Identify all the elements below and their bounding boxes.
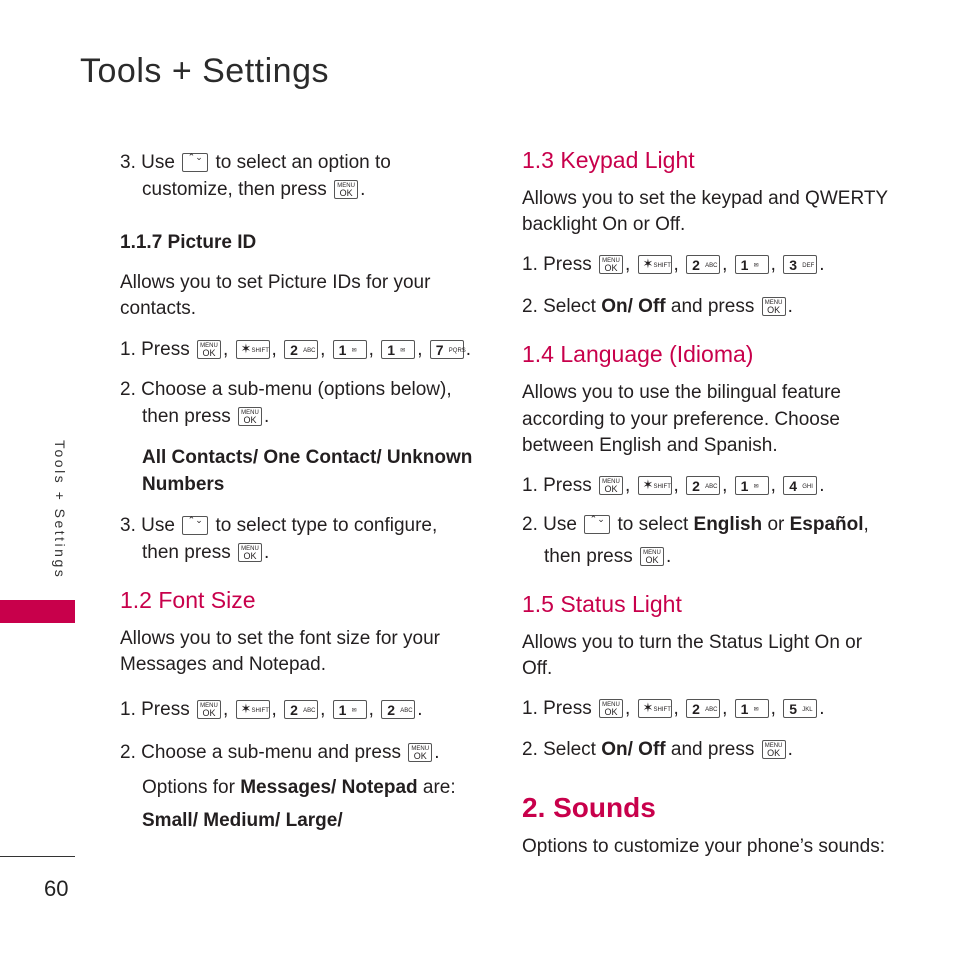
font-size-desc-2: Messages and Notepad. — [120, 654, 326, 675]
options-bold: Messages/ Notepad — [240, 777, 418, 798]
keypad-desc-1: Allows you to set the keypad and QWERTY — [522, 188, 889, 209]
step-text: 2. Select — [522, 296, 596, 317]
star-shift-key-icon: ✶ SHIFT — [638, 699, 672, 718]
font-size-choose: 2. Choose a sub-menu and press MENU OK . — [120, 742, 440, 763]
key-5-icon: 5 JKL — [783, 699, 817, 718]
menu-ok-key-icon: MENU OK — [238, 543, 262, 562]
section-tab-marker — [0, 600, 75, 623]
option-english: English — [693, 514, 763, 535]
step-text: 2. Select — [522, 739, 596, 760]
side-label-text: Tools + Settings — [52, 440, 68, 580]
step-text: customize, then press — [142, 179, 327, 200]
picture-id-press-sequence: 1. Press MENU OK , ✶ SHIFT , 2 ABC , 1 ✉ , 1 ✉ , 7 PQRS . — [120, 339, 472, 360]
step-text: 1. Press — [120, 699, 190, 720]
step-text: 2. Choose a sub-menu and press — [120, 742, 401, 763]
menu-ok-key-icon: MENU OK — [640, 547, 664, 566]
menu-ok-key-icon: MENU OK — [197, 340, 221, 359]
key-2-icon: 2 ABC — [686, 476, 720, 495]
key-4-icon: 4 GHI — [783, 476, 817, 495]
key-1-icon: 1 ✉ — [333, 340, 367, 359]
status-press-sequence: 1. Press MENU OK , ✶ SHIFT , 2 ABC , 1 ✉ , 5 JKL . — [522, 698, 825, 719]
option-espanol: Español — [789, 514, 864, 535]
step-text: or — [767, 514, 785, 535]
picture-id-desc-2: contacts. — [120, 298, 197, 319]
font-size-options — [142, 775, 456, 801]
star-shift-key-icon: ✶ SHIFT — [236, 700, 270, 719]
menu-ok-key-icon: MENU OK — [197, 700, 221, 719]
step-text: Options for — [142, 777, 235, 798]
menu-ok-key-icon: MENU OK — [408, 743, 432, 762]
menu-ok-key-icon: MENU OK — [599, 476, 623, 495]
font-size-press-sequence: 1. Press MENU OK , ✶ SHIFT , 2 ABC , 1 ✉ , 2 ABC . — [120, 699, 423, 720]
font-size-heading: 1.2 Font Size — [120, 587, 256, 613]
language-heading: 1.4 Language (Idioma) — [522, 341, 754, 367]
page-number: 60 — [44, 876, 69, 901]
step-text: 2. Use — [522, 514, 577, 535]
language-then-press: then press MENU OK . — [544, 546, 672, 567]
keypad-light-heading: 1.3 Keypad Light — [522, 147, 695, 173]
key-2-icon: 2 ABC — [284, 700, 318, 719]
step-text: to select — [617, 514, 689, 535]
status-desc-1: Allows you to turn the Status Light On or — [522, 632, 863, 653]
step3a-line1 — [120, 150, 391, 176]
step-text: 3. Use — [120, 515, 175, 536]
step-text: then press — [544, 546, 633, 567]
step-text: and press — [670, 739, 755, 760]
step-text: 3. Use — [120, 152, 175, 173]
sounds-desc: Options to customize your phone’s sounds: — [522, 836, 885, 857]
step-text: 1. Press — [522, 254, 592, 275]
status-desc-2: Off. — [522, 658, 553, 679]
sounds-heading: 2. Sounds — [522, 792, 656, 823]
star-shift-key-icon: ✶ SHIFT — [638, 476, 672, 495]
key-7-icon: 7 PQRS — [430, 340, 464, 359]
page-title: Tools + Settings — [80, 52, 329, 90]
language-press-sequence: 1. Press MENU OK , ✶ SHIFT , 2 ABC , 1 ✉ , 4 GHI . — [522, 475, 825, 496]
key-2-icon: 2 ABC — [686, 699, 720, 718]
keypad-select: 2. Select On/ Off and press MENU OK . — [522, 296, 793, 317]
step-text: to select an option to — [215, 152, 391, 173]
step-text: 1. Press — [522, 475, 592, 496]
keypad-press-sequence: 1. Press MENU OK , ✶ SHIFT , 2 ABC , 1 ✉ , 3 DEF . — [522, 254, 825, 275]
step3b-line1 — [120, 513, 437, 539]
step-text: and press — [670, 296, 755, 317]
language-desc-3: between English and Spanish. — [522, 435, 778, 456]
choose-line-1: 2. Choose a sub-menu (options below), — [120, 379, 452, 400]
step-text: are: — [422, 777, 456, 798]
font-size-values: Small/ Medium/ Large/ — [142, 810, 343, 831]
step-text: then press — [142, 406, 231, 427]
option-bold: On/ Off — [601, 739, 666, 760]
picture-id-desc-1: Allows you to set Picture IDs for your — [120, 272, 431, 293]
key-2-icon: 2 ABC — [381, 700, 415, 719]
side-label — [48, 440, 70, 600]
menu-ok-key-icon: MENU OK — [238, 407, 262, 426]
option-bold: On/ Off — [601, 296, 666, 317]
menu-ok-key-icon: MENU OK — [599, 699, 623, 718]
nav-key-icon: ⌃⌄ — [182, 516, 208, 535]
star-shift-key-icon: ✶ SHIFT — [236, 340, 270, 359]
key-2-icon: 2 ABC — [686, 255, 720, 274]
keypad-desc-2: backlight On or Off. — [522, 214, 686, 235]
key-1-icon: 1 ✉ — [381, 340, 415, 359]
picture-id-options-1: All Contacts/ One Contact/ Unknown — [142, 447, 473, 468]
font-size-desc-1: Allows you to set the font size for your — [120, 628, 440, 649]
star-shift-key-icon: ✶ SHIFT — [638, 255, 672, 274]
menu-ok-key-icon: MENU OK — [762, 297, 786, 316]
choose-line-2: then press MENU OK . — [142, 406, 270, 427]
step-text: 1. Press — [522, 698, 592, 719]
language-use-line: 2. Use ⌃⌄ to select English or Español, — [522, 514, 869, 535]
menu-ok-key-icon: MENU OK — [762, 740, 786, 759]
nav-key-icon: ⌃⌄ — [584, 515, 610, 534]
step-text: to select type to configure, — [215, 515, 438, 536]
status-light-heading: 1.5 Status Light — [522, 591, 682, 617]
language-desc-2: according to your preference. Choose — [522, 409, 840, 430]
picture-id-heading: 1.1.7 Picture ID — [120, 232, 257, 253]
step3b-line2: then press MENU OK . — [142, 542, 270, 563]
menu-ok-key-icon: MENU OK — [334, 180, 358, 199]
key-2-icon: 2 ABC — [284, 340, 318, 359]
key-1-icon: 1 ✉ — [735, 255, 769, 274]
picture-id-options-2: Numbers — [142, 474, 225, 495]
key-1-icon: 1 ✉ — [333, 700, 367, 719]
menu-ok-key-icon: MENU OK — [599, 255, 623, 274]
step3a-line2: customize, then press MENU OK . — [142, 179, 366, 200]
key-1-icon: 1 ✉ — [735, 476, 769, 495]
language-desc-1: Allows you to use the bilingual feature — [522, 382, 841, 403]
step-text: 1. Press — [120, 339, 190, 360]
status-select: 2. Select On/ Off and press MENU OK . — [522, 739, 793, 760]
key-3-icon: 3 DEF — [783, 255, 817, 274]
key-1-icon: 1 ✉ — [735, 699, 769, 718]
footer-rule — [0, 856, 75, 857]
nav-key-icon: ⌃⌄ — [182, 153, 208, 172]
step-text: then press — [142, 542, 231, 563]
